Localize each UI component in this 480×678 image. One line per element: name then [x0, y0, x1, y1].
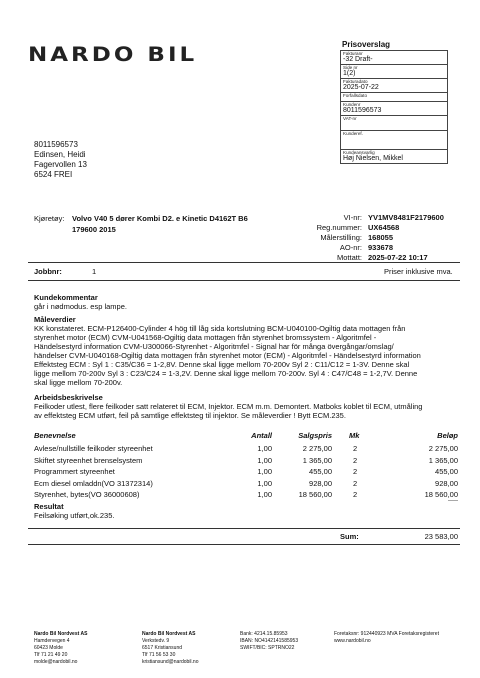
vin-label: VI-nr: [343, 213, 362, 222]
info-cell-responsible: Kundeansvarlig Høj Nielsen, Mikkel [343, 150, 403, 162]
measurements-line: styrenhet motor (ECM) CVM-U041568-Ogiltig data mottagen från styrenhet bromssystem - Algoritmfel - [34, 333, 377, 342]
col-header-description: Benevnelse [34, 431, 76, 440]
job-number: 1 [92, 267, 97, 276]
row-description: Ecm diesel omladdn(VO 31372314) [34, 478, 153, 488]
divider [28, 280, 460, 281]
footer-company: Nardo Bil Nordvest AS [34, 631, 88, 637]
divider [28, 262, 460, 263]
row-amount: 1 365,00 [428, 455, 458, 465]
footer-kristiansund [142, 631, 199, 666]
vehicle-label: Kjøretøy: [34, 214, 65, 223]
price-note: Priser inklusive mva. [384, 267, 453, 276]
row-description: Programmert styreenhet [34, 467, 115, 476]
result-heading: Resultat [34, 502, 64, 511]
divider [28, 544, 460, 545]
row-price: 1 365,00 [302, 455, 332, 465]
row-mk: 2 [353, 490, 358, 499]
document-title: Prisoverslag [342, 40, 391, 49]
footer-line: 6517 Kristiansund [142, 645, 183, 651]
reg-number-value: UX64568 [368, 223, 400, 232]
measurements-text [34, 324, 421, 387]
row-price: 18 560,00 [298, 490, 332, 499]
job-label: Jobbnr: [34, 267, 62, 276]
row-price: 928,00 [309, 478, 332, 488]
measurements-line: skal ligge mellom 70-200v. [34, 378, 123, 387]
info-cell-customer-number: Kundenr 8011596573 [341, 102, 447, 116]
footer-website: www.nardobil.no [334, 638, 371, 644]
row-price: 2 275,00 [302, 444, 332, 453]
row-price: 455,00 [309, 467, 332, 476]
work-description-line: Feilkoder utlest, flere feilkoder satt relateret til ECM, Injektor. ECM m.m. Demontert. Matboks koblet til ECM, utmåling [34, 402, 423, 411]
reg-number-label: Reg.nummer: [316, 223, 362, 232]
table-row [34, 443, 460, 455]
footer-line: Verkstedv. 9 [142, 638, 170, 644]
customer-address [34, 140, 87, 180]
sum-label: Sum: [340, 532, 359, 541]
table-row [34, 489, 460, 501]
measurements-line: ligge mellom 70-200v Syl 3 : C23/C24 = 1-3,2V. Denne skal ligge mellom 70-200v. Syl 4 : C47/C48 = 1-2,7V. Denne [34, 369, 418, 378]
footer-line: Tlf 71 56 53 30 [142, 652, 176, 658]
row-mk: 2 [353, 478, 358, 488]
measurements-line: Effektsteg ECM : Syl 1 : C35/C36 = 1-2,8V. Denne skal ligge mellom 70-200v Syl 2 : C11/C12 = 1-3V. Denne skal [34, 360, 410, 369]
table-row [34, 466, 460, 478]
odometer-value: 168055 [368, 233, 394, 242]
vehicle-field-values [368, 213, 444, 263]
footer-line: IBAN: NO4142141585953 [240, 638, 299, 644]
customer-number: 8011596573 [34, 140, 78, 149]
customer-city: 6524 FREI [34, 170, 73, 179]
row-mk: 2 [353, 444, 358, 453]
footer-line: Hamdervegen 4 [34, 638, 70, 644]
footer-line: Bank: 4214.15.85953 [240, 631, 288, 637]
footer-line: Foretaksnr: 912440923 MVA Foretaksregisteret [334, 631, 439, 637]
subtotal-dashes: ----- [448, 498, 458, 504]
measurements-line: händelser CVM-U040168-Ogiltig data mottagen från styrenhet motor (ECM) - Algoritmfel - Händelsestyrd information [34, 351, 421, 360]
sum-value: 23 583,00 [424, 532, 458, 541]
row-quantity: 1,00 [257, 444, 272, 453]
row-quantity: 1,00 [257, 478, 272, 488]
odometer-label: Målerstilling: [320, 233, 362, 242]
row-amount: 18 560,00 [424, 490, 458, 499]
measurements-line: Händelsestyrd information CVM-U300066-Styrenhet - Algoritmfel - Signal har för många övergångar/omslag/ [34, 342, 394, 351]
row-mk: 2 [353, 455, 358, 465]
vehicle-model-year: 179600 2015 [72, 225, 116, 234]
ao-number-value: 933678 [368, 243, 394, 252]
work-description-heading: Arbeidsbeskrivelse [34, 393, 103, 402]
customer-comment-text: går i nødmodus. esp lampe. [34, 302, 127, 311]
row-quantity: 1,00 [257, 490, 272, 499]
row-quantity: 1,00 [257, 455, 272, 465]
info-cell-due-date: Forfallsdato [341, 93, 447, 102]
work-description-text [34, 402, 422, 420]
footer-company: Nardo Bil Nordvest AS [142, 631, 196, 637]
info-cell-vat-number: VAT-nr [341, 116, 447, 131]
footer-line: SWIFT/BIC: SPTRNO22 [240, 645, 295, 651]
col-header-amount: Beløp [437, 431, 458, 440]
work-description-line: av effektsteg ECM utført, feil på samtlige effektsteg til injektor. Se måleverdier ! Bytt ECM.235. [34, 411, 346, 420]
footer-registry [334, 631, 439, 645]
measurements-heading: Måleverdier [34, 315, 76, 324]
vehicle-field-labels [270, 213, 362, 263]
info-cell-invoice-number: Fakturanr -32 Draft- [341, 51, 447, 65]
received-label: Mottatt: [336, 253, 362, 262]
row-description: Styrenhet, bytes(VO 36000608) [34, 490, 140, 499]
info-cell-page-number: Side nr 1(2) [341, 65, 447, 79]
customer-name: Edinsen, Heidi [34, 150, 86, 159]
footer-email: molde@nardobil.no [34, 659, 78, 665]
customer-comment-heading: Kundekommentar [34, 293, 98, 302]
company-logo: NARDO BIL [28, 44, 198, 67]
footer-line: Tlf 71 21 49 20 [34, 652, 68, 658]
row-description: Avlese/nullstille feilkoder styreenhet [34, 444, 153, 453]
row-mk: 2 [353, 467, 358, 476]
vehicle-model: Volvo V40 5 dører Kombi D2. e Kinetic D4162T B6 [72, 214, 248, 223]
ao-number-label: AO-nr: [339, 243, 362, 252]
footer-bank [240, 631, 298, 652]
divider [28, 528, 460, 529]
info-cell-customer-ref: Kunderef. [341, 131, 447, 150]
result-text: Feilsøking utført,ok.235. [34, 511, 115, 520]
col-header-mk: Mk [349, 431, 360, 440]
table-row [34, 478, 460, 490]
col-header-price: Salgspris [298, 431, 332, 440]
table-row [34, 455, 460, 467]
row-amount: 2 275,00 [428, 444, 458, 453]
footer-email: kristiansund@nardobil.no [142, 659, 199, 665]
footer-molde [34, 631, 87, 666]
measurements-line: KK konstateret. ECM-P126400-Cylinder 4 hög till låg sida kortslutning BCM-U040100-Ogiltig data mottagen från [34, 324, 406, 333]
line-items [34, 443, 460, 501]
invoice-info-box [340, 50, 448, 164]
customer-street: Fagervollen 13 [34, 160, 87, 169]
info-cell-invoice-date: Fakturadato 2025-07-22 [341, 79, 447, 93]
footer-line: 60423 Molde [34, 645, 63, 651]
row-quantity: 1,00 [257, 467, 272, 476]
col-header-quantity: Antall [251, 431, 272, 440]
received-value: 2025-07-22 10:17 [368, 253, 428, 262]
row-amount: 928,00 [435, 478, 458, 488]
row-description: Skiftet styreenhet brenselsystem [34, 455, 143, 465]
row-amount: 455,00 [435, 467, 458, 476]
vin-value: YV1MV8481F2179600 [368, 213, 444, 222]
